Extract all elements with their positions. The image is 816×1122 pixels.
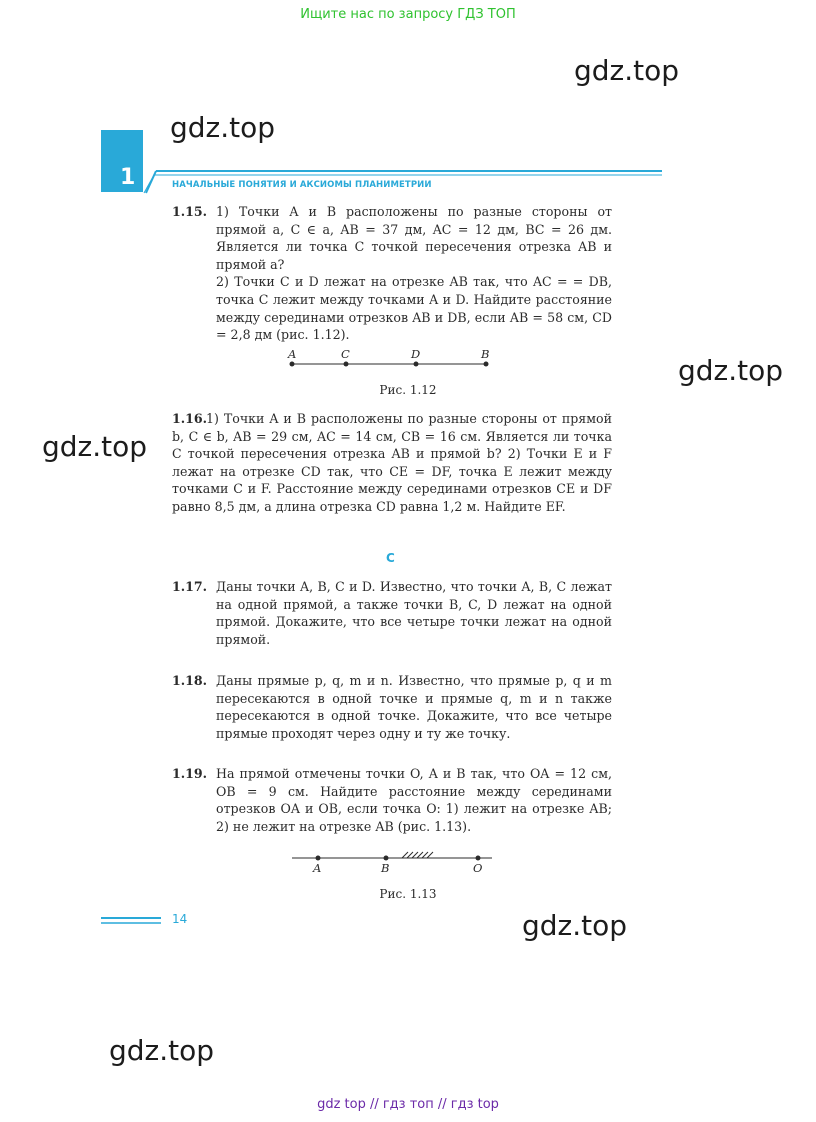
- point-b: [384, 856, 389, 861]
- problem-1-18: [172, 672, 612, 742]
- problem-1-16: [172, 410, 612, 516]
- point-a: [290, 362, 295, 367]
- point-label: A: [288, 347, 297, 361]
- point-label: D: [411, 347, 421, 361]
- problem-number: 1.16.: [172, 411, 208, 426]
- problem-1-15: [172, 203, 612, 344]
- problem-number: 1.15.: [172, 204, 208, 219]
- point-label: O: [473, 861, 483, 875]
- watermark: gdz.top: [678, 354, 784, 387]
- problem-number: 1.17.: [172, 579, 208, 594]
- page-number-lines: [101, 916, 163, 926]
- hatch-marks: [402, 852, 433, 858]
- problem-text: 2) Точки C и D лежат на отрезке AB так, что AC = = DB, точка C лежит между точками A и D. Найдите расстояние между серединами отрезков AB и DB, если AB = 58 см, CD = 2,8 дм (рис. 1.12).: [216, 274, 612, 343]
- watermark: gdz.top: [170, 111, 276, 144]
- point-label: B: [481, 347, 490, 361]
- watermark: gdz.top: [109, 1034, 215, 1067]
- problem-number: 1.19.: [172, 766, 208, 781]
- page-number: 14: [172, 912, 188, 926]
- figure-caption: Рис. 1.12: [379, 383, 437, 397]
- top-search-link[interactable]: Ищите нас по запросу ГДЗ ТОП: [300, 7, 516, 22]
- figure-1-13: [288, 848, 498, 878]
- problem-text: Даны прямые p, q, m и n. Известно, что прямые p, q и m пересекаются в одной точке и прямые q, m и n также пересекаются в одной точке. Докажите, что все четыре прямые проходят через одну и ту же точку.: [216, 673, 612, 741]
- problem-text: 1) Точки A и B расположены по разные стороны от прямой a, C ∈ a, AB = 37 дм, AC = 12 дм, BC = 26 дм. Является ли точка C точкой пересечения отрезка AB и прямой a?: [216, 204, 612, 272]
- figure-caption: Рис. 1.13: [379, 887, 437, 901]
- point-o: [476, 856, 481, 861]
- point-b: [484, 362, 489, 367]
- point-label: A: [313, 861, 322, 875]
- watermark: gdz.top: [42, 430, 148, 463]
- figure-1-12: [280, 346, 500, 372]
- watermark: gdz.top: [574, 54, 680, 87]
- footer-links[interactable]: gdz top // гдз топ // гдз top: [317, 1097, 499, 1112]
- watermark: gdz.top: [522, 909, 628, 942]
- point-a: [316, 856, 321, 861]
- section-label: С: [386, 551, 395, 565]
- problem-text: Даны точки A, B, C и D. Известно, что точки A, B, C лежат на одной прямой, а также точки B, C, D лежат на одной прямой. Докажите, что все четыре точки лежат на одной прямой.: [216, 579, 612, 647]
- chapter-title: НАЧАЛЬНЫЕ ПОНЯТИЯ И АКСИОМЫ ПЛАНИМЕТРИИ: [172, 180, 432, 190]
- problem-number: 1.18.: [172, 673, 208, 688]
- problem-1-17: [172, 578, 612, 648]
- chapter-number: 1: [120, 165, 136, 190]
- problem-1-19: [172, 765, 612, 835]
- point-c: [344, 362, 349, 367]
- problem-text: На прямой отмечены точки O, A и B так, что OA = 12 см, OB = 9 см. Найдите расстояние между серединами отрезков OA и OB, если точка O: 1) лежит на отрезке AB; 2) не лежит на отрезке AB (рис. 1.13).: [216, 766, 612, 834]
- problem-text: 1) Точки A и B расположены по разные стороны от прямой b, C ∈ b, AB = 29 см, AC = 14 см, CB = 16 см. Является ли точка C точкой пересечения отрезка AB и прямой b? 2) Точки E и F лежат на отрезке CD так, что CE = DF, точка E лежит между точками C и F. Расстояние между серединами отрезков CE и DF равно 8,5 дм, а длина отрезка CD равна 1,2 м. Найдите EF.: [172, 411, 612, 514]
- point-label: B: [381, 861, 390, 875]
- point-d: [414, 362, 419, 367]
- point-label: C: [341, 347, 350, 361]
